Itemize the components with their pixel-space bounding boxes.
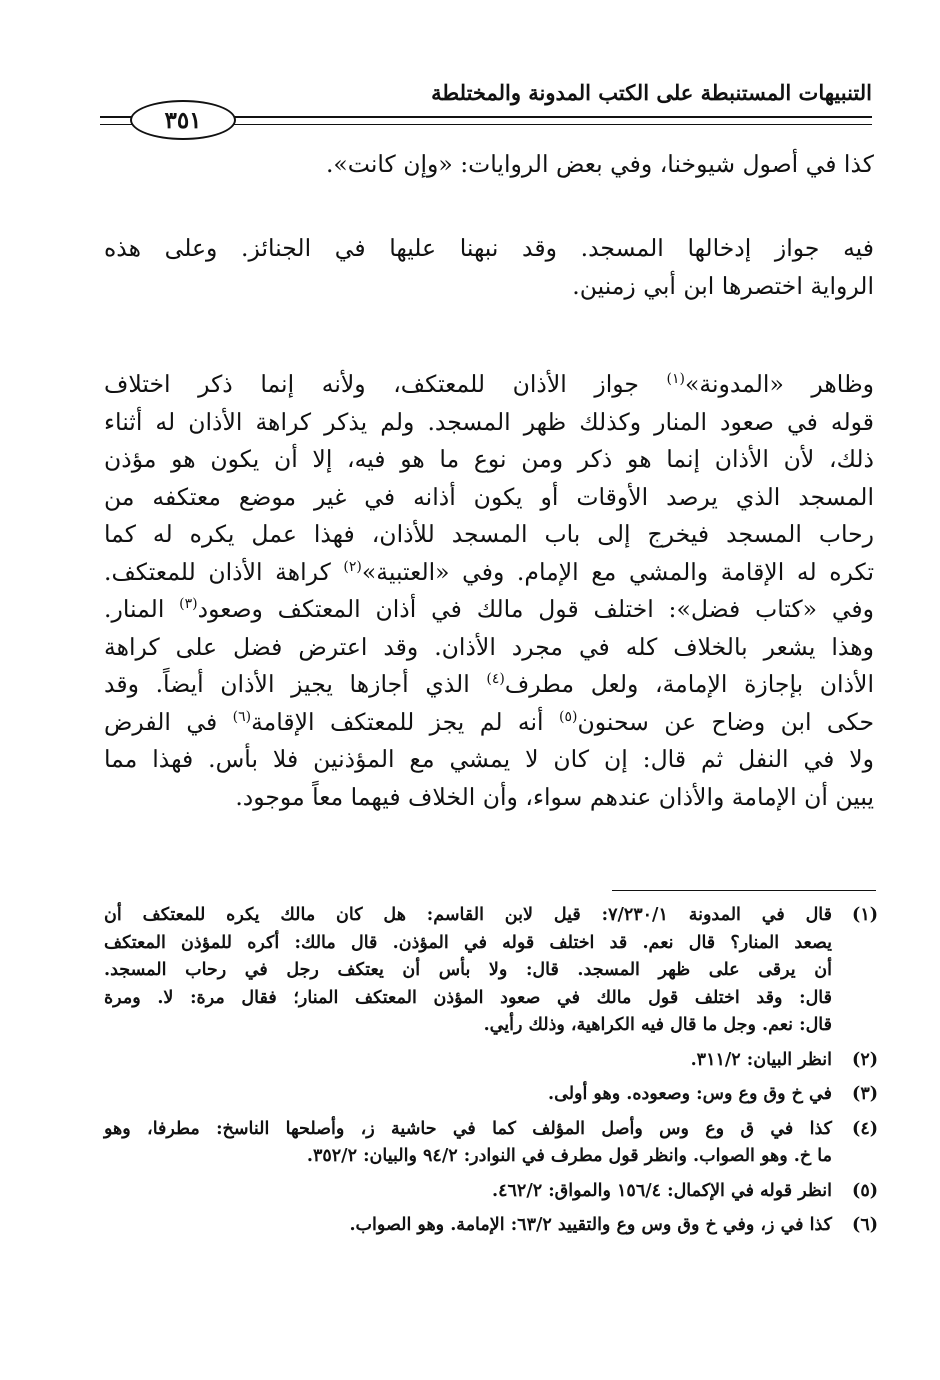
running-header-title: التنبيهات المستنبطة على الكتب المدونة والمختلطة [431, 80, 872, 105]
page-number: ٣٥١ [164, 106, 202, 134]
text-run: الأذان بإجازة الإمامة، ولعل مطرف [504, 670, 874, 698]
text-run: وظاهر «المدونة» [684, 370, 874, 398]
footnote-line: يصعد المنار؟ قال نعم. قد اختلف قوله في المؤذن. قال مالك: أكره للمؤذن المعتكف [104, 932, 832, 953]
footnote-text [104, 1212, 832, 1240]
text-line: ولا في النفل ثم قال: إن كان لا يمشي مع المؤذنين فلا بأس. فهذا مما [104, 745, 874, 773]
footnote-item [104, 902, 878, 1040]
text-run: أنه لم يجز للمعتكف الإقامة [251, 707, 559, 736]
text-run: كراهة الأذان للمعتكف. [104, 557, 344, 586]
footnote-item [104, 1116, 878, 1171]
footnote-marker[interactable]: (١) [666, 371, 685, 388]
footnote-number: (٤) [852, 1118, 878, 1139]
footnote-line: ما خ. وهو الصواب. وانظر قول مطرف في النوادر: ٩٤/٢ والبيان: ٣٥٢/٢. [306, 1146, 832, 1166]
footnote-line: قال في المدونة ٧/٢٣٠/١: قيل لابن القاسم: هل كان مالك يكره للمعتكف أن [104, 905, 832, 925]
footnote-text [104, 1081, 832, 1109]
text-line [104, 666, 874, 704]
text-line [104, 591, 874, 629]
text-line: رحاب المسجد فيخرج إلى باب المسجد للأذان، فهذا عمل يكره له كما [104, 520, 874, 548]
text-line: ذلك، لأن الأذان إنما هو ذكر ومن نوع ما هو فيه، إلا أن يكون هو مؤذن [104, 445, 874, 473]
footnote-marker[interactable]: (٥) [559, 708, 578, 725]
footnote-text [104, 1178, 832, 1206]
footnote-item [104, 1212, 878, 1240]
text-line [104, 704, 874, 742]
text-run: تكره له الإقامة والمشي مع الإمام. وفي «العتبية» [361, 557, 875, 586]
text-run: في الفرض [104, 707, 233, 736]
footnote-text [104, 1047, 832, 1075]
text-line: وهذا يشعر بالخلاف كله في مجرد الأذان. وقد اعترض فضل على كراهة [104, 632, 874, 661]
footnote-number: (٦) [852, 1215, 878, 1235]
text-line: يبين أن الإمامة والأذان عندهم سواء، وأن الخلاف فيهما معاً موجود. [235, 782, 874, 811]
page-number-badge [130, 100, 236, 140]
footnote-line: كذا في ز، وفي خ وق وس وع والتقييد ٦٣/٢: الإمامة. وهو الصواب. [349, 1215, 832, 1235]
footnote-marker[interactable]: (٣) [179, 596, 198, 613]
text-run: وفي «كتاب فضل»: اختلف قول مالك في أذان المعتكف وصعود [197, 595, 874, 623]
text-run: جواز الأذان للمعتكف، ولأنه إنما ذكر اختلاف [104, 370, 667, 398]
footnote-line: قال: نعم. وجل ما قال فيه الكراهية، وذلك رأيي. [483, 1015, 832, 1035]
text-line: المسجد الذي يرصد الأوقات أو يكون أذانه في غير موضع معتكفه من [104, 482, 874, 511]
footnote-number: (٥) [852, 1180, 878, 1201]
footnote-separator [612, 890, 876, 891]
footnote-line: كذا في ق وع وس وأصل المؤلف كما في حاشية ز، وأصلحها الناسخ: مطرفا، وهو [104, 1118, 832, 1139]
text-line [104, 366, 874, 404]
footnote-line: أن يرقى على ظهر المسجد. قال: ولا بأس أن يعتكف رجل في رحاب المسجد. [104, 960, 832, 980]
text-line: كذا في أصول شيوخنا، وفي بعض الروايات: «وإن كانت». [325, 150, 874, 178]
text-run: الذي أجازها يجيز الأذان أيضاً. وقد [104, 670, 487, 698]
footnote-number: (١) [852, 905, 878, 925]
paragraph-1 [104, 146, 874, 184]
text-line: قوله في صعود المنار وكذلك ظهر المسجد. ولم يذكر كراهة الأذان له أثناء [104, 407, 874, 436]
footnote-number: (٣) [852, 1084, 878, 1104]
footnote-item [104, 1081, 878, 1109]
footnote-marker[interactable]: (٤) [486, 671, 505, 688]
text-line [104, 554, 874, 592]
text-run: المنار. [104, 595, 180, 623]
footnote-item [104, 1178, 878, 1206]
footnote-line: انظر البيان: ٣١١/٢. [690, 1049, 832, 1070]
footnote-marker[interactable]: (٦) [232, 708, 252, 725]
footnote-line: قال: وقد اختلف قول مالك في صعود المؤذن المعتكف المنار؛ فقال مرة: لا. ومرة [104, 987, 832, 1008]
footnote-text [104, 902, 832, 1040]
footnotes [104, 902, 878, 1247]
footnote-marker[interactable]: (٢) [343, 558, 362, 575]
footnote-text [104, 1116, 832, 1171]
text-line: الرواية اختصرها ابن أبي زمنين. [572, 271, 874, 300]
footnote-item [104, 1047, 878, 1075]
text-run: حكى ابن وضاح عن سحنون [577, 707, 875, 736]
footnote-line: انظر قوله في الإكمال: ١٥٦/٤ والمواق: ٤٦٢/٢. [492, 1180, 832, 1201]
paragraph-3 [104, 366, 874, 816]
paragraph-2 [104, 230, 874, 305]
text-line: فيه جواز إدخالها المسجد. وقد نبهنا عليها في الجنائز. وعلى هذه [104, 234, 874, 262]
footnote-line: في خ وق وع وس: وصعوده. وهو أولى. [548, 1084, 832, 1104]
footnote-number: (٢) [852, 1049, 878, 1070]
